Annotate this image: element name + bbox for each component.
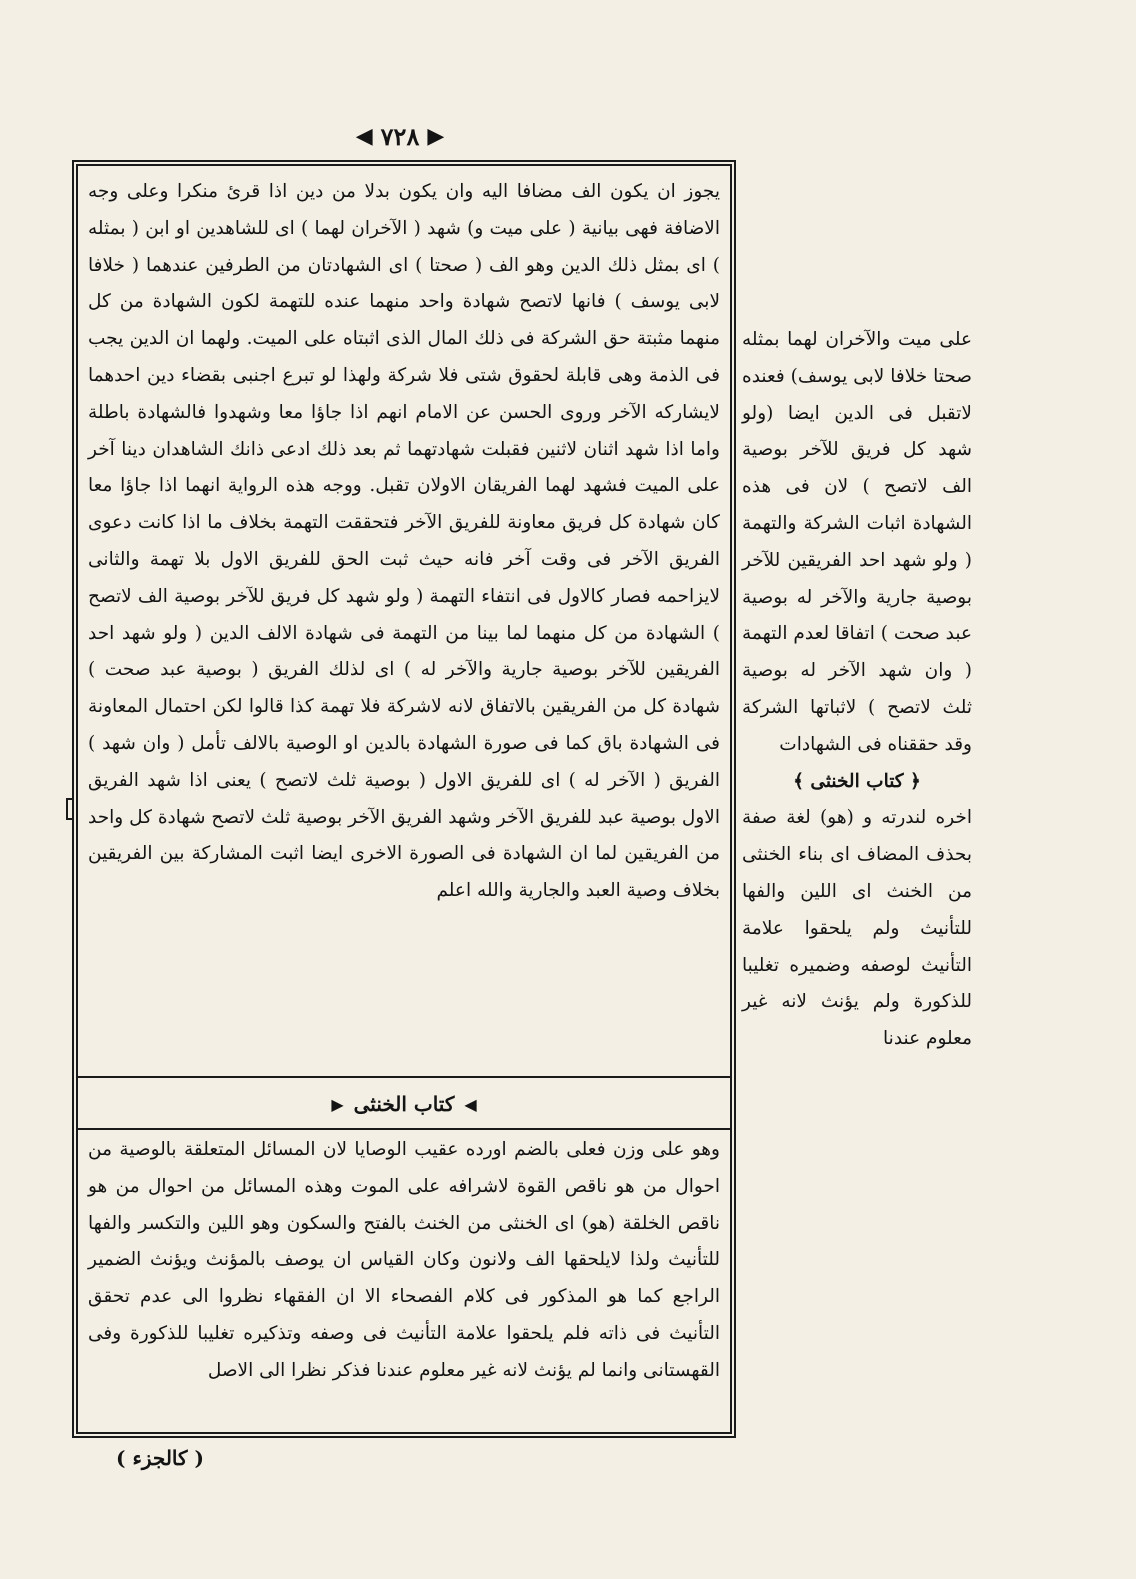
- side-text-top: على ميت والآخران لهما بمثله صحتا خلافا لابى يوسف) فعنده لاتقبل فى الدين ايضا (ولو شهد كل فريق للآخر بوصية الف لاتصح ) لان فى هذه الشهادة اثبات الشركة والتهمة ( ولو شهد احد الفريقين للآخر بوصية جارية والآخر له بوصية عبد صحت ) اتفاقا لعدم التهمة ( وان شهد الآخر له بوصية ثلث لاتصح ) لاثباتها الشركة وقد حققناه فى الشهادات: [742, 329, 972, 755]
- divider-top: [78, 1076, 730, 1078]
- margin-mark: [66, 798, 74, 820]
- section-heading-text: كتاب الخنثى: [353, 1092, 455, 1116]
- footer-catchword: ( كالجزء ): [116, 1446, 204, 1470]
- side-text-bottom: اخره لندرته و (هو) لغة صفة بحذف المضاف اى بناء الخنثى من الخنث اى اللين والفها للتأنيث ولم يلحقوا علامة التأنيث لوصفه وضميره تغليبا للذكورة ولم يؤنث لانه غير معلوم عندنا: [742, 807, 972, 1050]
- side-column: [742, 322, 972, 1242]
- commentary-text: يجوز ان يكون الف مضافا اليه وان يكون بدلا من دين اذا قرئ منكرا وعلى وجه الاضافة فهى بيانية ( على ميت و) شهد ( الآخران لهما ) اى للشاهدين او ابن ( بمثله ) اى بمثل ذلك الدين وهو الف ( صحتا ) اى الشهادتان من الطرفين عندهما ( خلافا لابى يوسف ) فانها لاتصح شهادة واحد منهما عنده للتهمة لكون الشهادة من كل منهما مثبتة حق الشركة فى ذلك المال الذى اثبتاه على الميت. ولهما ان الدين يجب فى الذمة وهى قابلة لحقوق شتى فلا شركة ولهذا لو تبرع اجنبى بقضاء دين احدهما لايشاركه الآخر وروى الحسن عن الامام انهم اذا جاؤا معا وشهدوا فالشهادة باطلة واما اذا شهد اثنان لاثنين فقبلت شهادتهما ثم بعد ذلك ادعى ذانك الشاهدان دينا آخر على الميت فشهد لهما الفريقان الاولان تقبل. ووجه هذه الرواية انهما اذا جاؤا معا كان شهادة كل فريق معاونة للفريق الآخر فتحققت التهمة بخلاف ما اذا كانت دعوى الفريق الآخر فى وقت آخر فانه حيث ثبت الحق للفريق الاول بلا تهمة والثانى لايزاحمه فصار كالاول فى انتفاء التهمة ( ولو شهد كل فريق للآخر بوصية الف لاتصح ) الشهادة من كل منهما لما بينا من التهمة فى شهادة الالف الدين ( ولو شهد احد الفريقين للآخر بوصية جارية والآخر له ) اى لذلك الفريق ( بوصية عبد صحت ) شهادة كل من الفريقين بالاتفاق لانه لاشركة فلا تهمة كذا قالوا لكن احتمال المعاونة فى الشهادة باق كما فى صورة الشهادة بالدين او الوصية بالالف تأمل ( وان شهد ) الفريق ( الآخر له ) اى للفريق الاول ( بوصية ثلث لاتصح ) يعنى اذا شهد الفريق الاول بوصية عبد للفريق الآخر وشهد الفريق الآخر بوصية ثلث لاتصح شهادة كل واحد من الفريقين لما ان الشهادة فى الصورة الاخرى ايضا اثبت المشاركة بين الفريقين بخلاف وصية العبد والجارية والله اعلم: [88, 181, 720, 902]
- book-body-block: [88, 1132, 720, 1432]
- book-body-text: وهو على وزن فعلى بالضم اورده عقيب الوصايا لان المسائل المتعلقة بالوصية من احوال من هو ناقص القوة لاشرافه على الموت وهذه المسائل من احوال من هو ناقص الخلقة (هو) اى الخنثى من الخنث بالفتح والسكون وهو اللين والتكسر والفها للتأنيث ولذا لايلحقها الف ولانون وكان القياس ان يوصف بالمؤنث ويؤنث الضمير الراجع كما هو المذكور فى كلام الفصحاء الا ان الفقهاء نظروا الى عدم تحقق التأنيث فى ذاته فلم يلحقوا علامة التأنيث فى وصفه وتذكيره تغليبا للذكورة وفى القهستانى وانما لم يؤنث لانه غير معلوم عندنا فذكر نظرا الى الاصل: [88, 1139, 720, 1381]
- page-number-text: ٧٢٨: [380, 121, 420, 151]
- ornament-left-icon: ◀: [355, 123, 373, 149]
- divider-bottom: [78, 1128, 730, 1130]
- main-text-frame: [72, 160, 736, 1438]
- ornament-right-icon: ▶: [427, 123, 445, 149]
- commentary-block: [88, 174, 720, 1056]
- section-heading-ornament-left-icon: ▶: [331, 1094, 344, 1114]
- section-heading-ornament-right-icon: ◀: [464, 1094, 477, 1114]
- side-heading: ﴿ كتاب الخنثى ﴾: [793, 770, 921, 792]
- page-number: [340, 118, 460, 154]
- section-heading: [78, 1084, 730, 1124]
